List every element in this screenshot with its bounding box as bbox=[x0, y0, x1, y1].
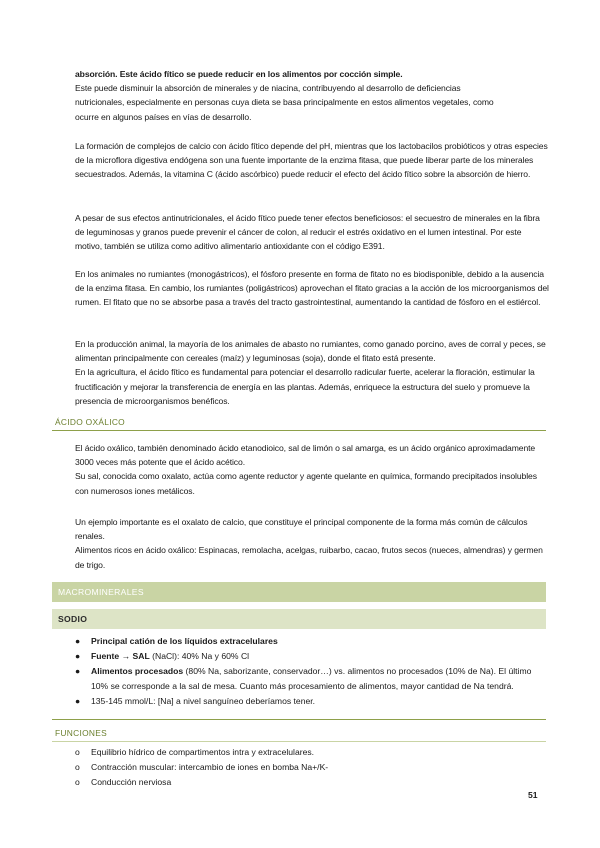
intro-p5-line1: En la producción animal, la mayoría de los animales de abasto no rumiantes, como ganado porcino, aves de corral y peces, se alimentan principalmente con cereales (maíz) y leguminosas (soja), donde el fitato está presente. bbox=[75, 339, 546, 364]
bullet-icon: ● bbox=[75, 636, 81, 646]
section-title-macrominerales: MACROMINERALES bbox=[58, 587, 144, 597]
section-divider bbox=[52, 430, 546, 431]
sodio-item-text: (80% Na, saborizante, conservador…) vs. alimentos no procesados (10% de Na). El último 10% se corresponde a la sal de mesa. Cuanto más procesamiento de alimentos, mayor cantidad de Na tendrá. bbox=[91, 666, 532, 691]
intro-p4-text: En los animales no rumiantes (monogástricos), el fósforo presente en forma de fitato no es biodisponible, debido a la ausencia de la enzima fitasa. En cambio, los rumiantes (poligástricos) aprovechan el fitato gracias a la acción de los microorganismos del rumen. El fitato que no se absorbe pasa a través del tracto gastrointestinal, aumentando la cantidad de fósforo en el estiércol. bbox=[75, 269, 549, 308]
intro-p1-line2: Este puede disminuir la absorción de minerales y de niacina, contribuyendo al desarrollo de deficiencias bbox=[75, 83, 461, 94]
intro-p2-text: La formación de complejos de calcio con ácido fítico depende del pH, mientras que los lactobacilos probióticos y otras especies de la microflora digestiva endógena son una fuente importante de la enzima fitasa, que puede liberar parte de los minerales secuestrados. Además, la vitamina C (ácido ascórbico) puede reducir el efecto del ácido fítico sobre la absorción de hierro. bbox=[75, 141, 548, 180]
list-item bbox=[75, 694, 550, 709]
list-item bbox=[75, 760, 550, 775]
intro-paragraph-1 bbox=[75, 67, 550, 124]
intro-paragraph-5 bbox=[75, 337, 550, 408]
sodio-list bbox=[75, 634, 550, 709]
section-divider bbox=[52, 741, 546, 742]
bullet-icon: ● bbox=[75, 666, 81, 676]
section-title-oxalico: ÁCIDO OXÁLICO bbox=[55, 417, 125, 427]
circle-bullet-icon: o bbox=[75, 747, 80, 757]
oxalico-p2-line1: Un ejemplo importante es el oxalato de calcio, que constituye el principal componente de la forma más común de cálculos renales. bbox=[75, 517, 528, 542]
intro-paragraph-3 bbox=[75, 211, 550, 254]
section-title-sodio: SODIO bbox=[58, 614, 88, 624]
intro-p1-line3: nutricionales, especialmente en personas cuya dieta se basa principalmente en estos alimentos vegetales, como bbox=[75, 97, 494, 108]
page-number: 51 bbox=[528, 790, 538, 800]
list-item bbox=[75, 664, 550, 694]
sodio-item-bold: Alimentos procesados bbox=[91, 666, 184, 676]
intro-paragraph-4 bbox=[75, 267, 550, 310]
circle-bullet-icon: o bbox=[75, 777, 80, 787]
intro-paragraph-2 bbox=[75, 139, 550, 182]
sodio-item-text: (NaCl): 40% Na y 60% Cl bbox=[149, 651, 250, 661]
section-divider bbox=[52, 719, 546, 720]
intro-p1-line4: ocurre en algunos países en vías de desarrollo. bbox=[75, 111, 252, 122]
bullet-icon: ● bbox=[75, 696, 81, 706]
list-item bbox=[75, 634, 550, 649]
oxalico-p1-line1: El ácido oxálico, también denominado ácido etanodioico, sal de limón o sal amarga, es un ácido orgánico aproximadamente 3000 veces más potente que el ácido acético. bbox=[75, 443, 536, 468]
list-item bbox=[75, 649, 550, 664]
funciones-list bbox=[75, 745, 550, 790]
bullet-icon: ● bbox=[75, 651, 81, 661]
section-title-funciones: FUNCIONES bbox=[55, 728, 108, 738]
list-item bbox=[75, 745, 550, 760]
oxalico-paragraph-2 bbox=[75, 515, 550, 572]
sodio-item-bold: Principal catión de los líquidos extracelulares bbox=[91, 636, 278, 646]
circle-bullet-icon: o bbox=[75, 762, 80, 772]
funciones-item-text: Contracción muscular: intercambio de iones en bomba Na+/K- bbox=[91, 762, 329, 772]
intro-p3-text: A pesar de sus efectos antinutricionales, el ácido fítico puede tener efectos beneficiosos: el secuestro de minerales en la fibra de leguminosas y granos puede prevenir el cáncer de colon, al reducir el estrés oxidativo en el lumen intestinal. Por este motivo, también se utiliza como aditivo alimentario antioxidante con el código E391. bbox=[75, 213, 540, 252]
oxalico-p1-line2: Su sal, conocida como oxalato, actúa como agente reductor y agente quelante en química, formando precipitados insolubles con numerosos iones metálicos. bbox=[75, 471, 537, 496]
sodio-item-bold: Fuente → SAL bbox=[91, 651, 150, 661]
intro-p5-line2: En la agricultura, el ácido fítico es fundamental para potenciar el desarrollo radicular fuerte, acelerar la floración, estimular la fructificación y mejorar la transferencia de energía en las plantas. Además, enriquece la estructura del suelo y promueve la presencia de microorganismos benéficos. bbox=[75, 367, 535, 406]
intro-p1-line1: absorción. Este ácido fítico se puede reducir en los alimentos por cocción simple. bbox=[75, 69, 403, 79]
oxalico-p2-line2: Alimentos ricos en ácido oxálico: Espinacas, remolacha, acelgas, ruibarbo, cacao, frutos secos (nueces, almendras) y germen de trigo. bbox=[75, 545, 543, 570]
section-band-macrominerales bbox=[52, 582, 546, 602]
funciones-item-text: Equilibrio hídrico de compartimentos intra y extracelulares. bbox=[91, 747, 315, 757]
list-item bbox=[75, 775, 550, 790]
sodio-item-text: 135-145 mmol/L: [Na] a nivel sanguíneo deberíamos tener. bbox=[91, 696, 316, 706]
funciones-item-text: Conducción nerviosa bbox=[91, 777, 172, 787]
section-band-sodio bbox=[52, 609, 546, 629]
oxalico-paragraph-1 bbox=[75, 441, 550, 498]
